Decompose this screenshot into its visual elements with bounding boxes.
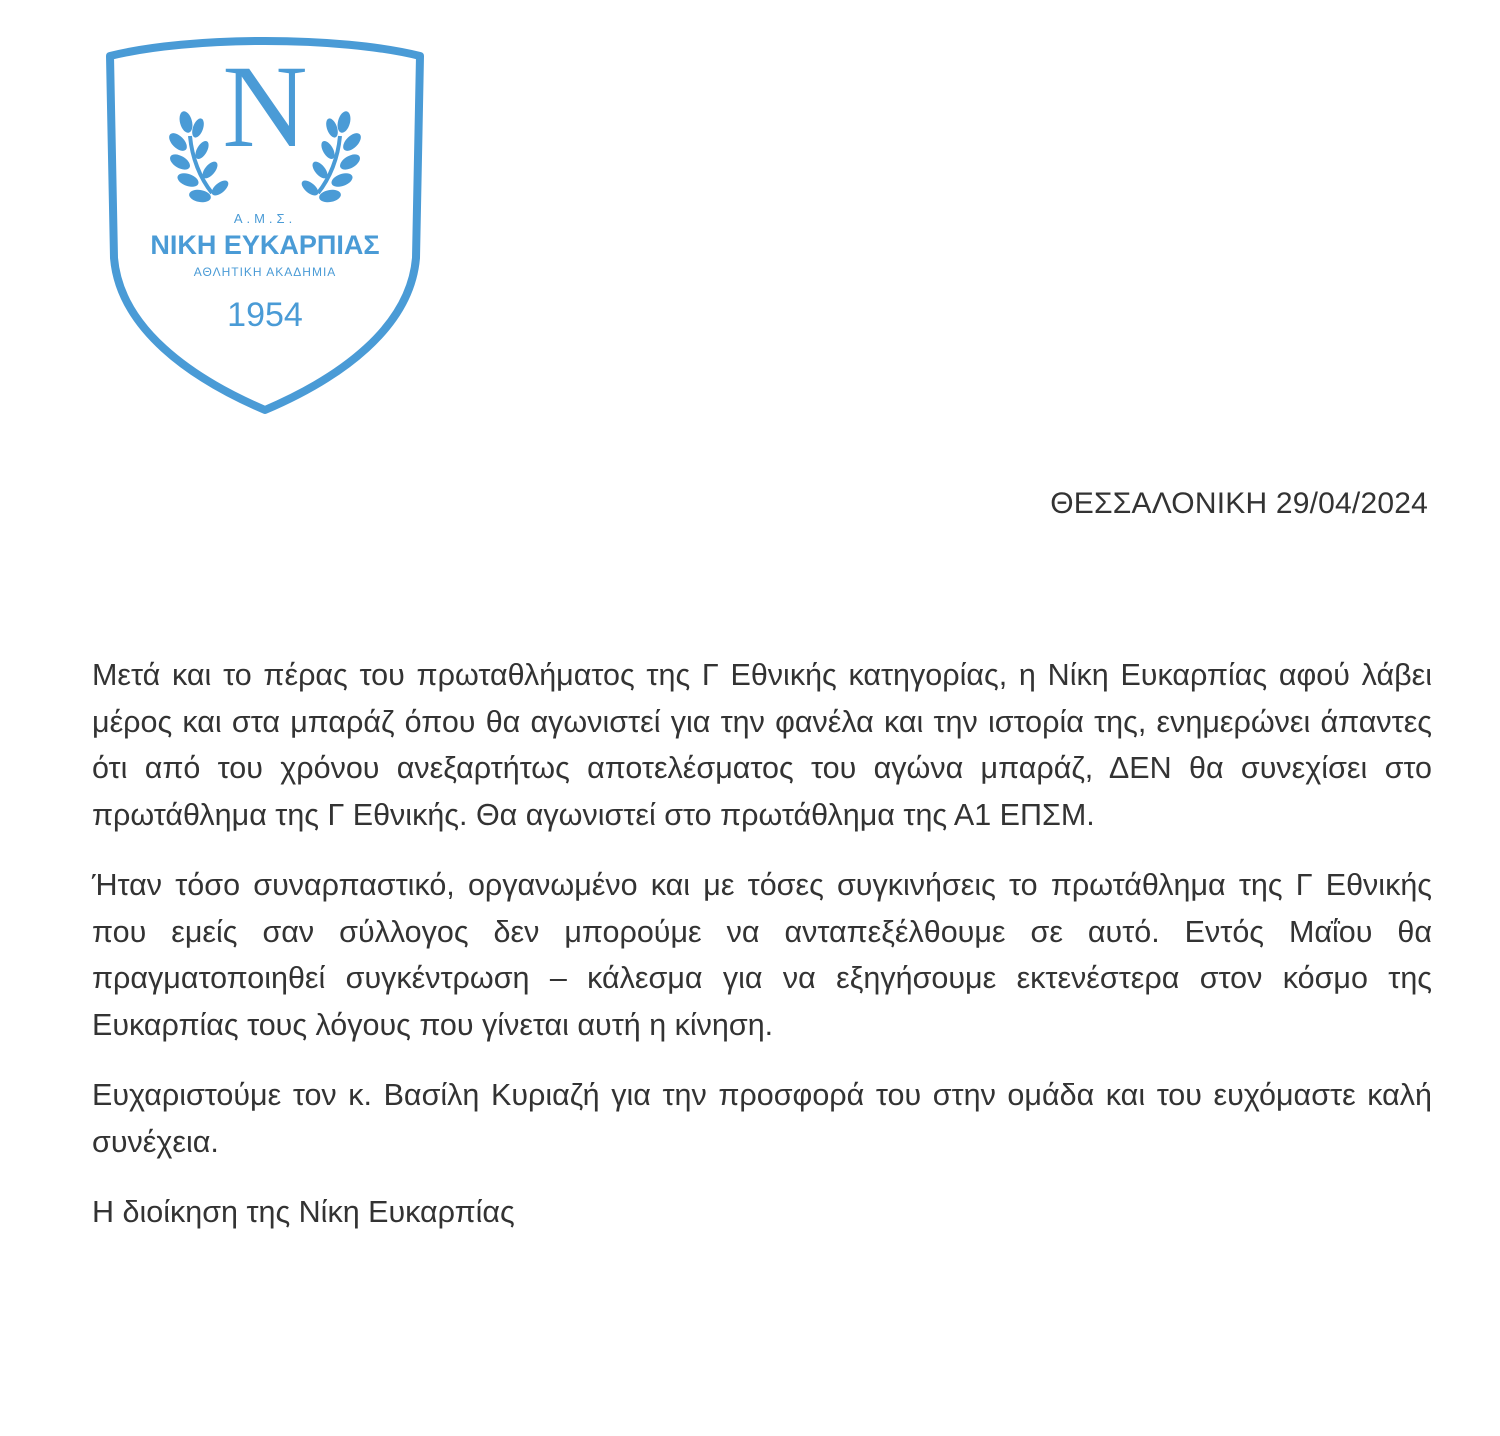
letter-body xyxy=(92,652,1432,1260)
crest-letter: N xyxy=(222,41,308,172)
place-date: ΘΕΣΣΑΛΟΝΙΚΗ 29/04/2024 xyxy=(1050,487,1428,520)
paragraph-2: Ήταν τόσο συναρπαστικό, οργανωμένο και με τόσες συγκινήσεις το πρωτάθλημα της Γ Εθνικής που εμείς σαν σύλλογος δεν μπορούμε να ανταπεξέλθουμε σε αυτό. Εντός Μαΐου θα πραγματοποιηθεί συγκέντρωση – κάλεσμα για να εξηγήσουμε εκτενέστερα στον κόσμο της Ευκαρπίας τους λόγους που γίνεται αυτή η κίνηση. xyxy=(92,868,1432,1042)
crest-club-name: ΝΙΚΗ ΕΥΚΑΡΠΙΑΣ xyxy=(150,230,380,260)
paragraph-3: Ευχαριστούμε τον κ. Βασίλη Κυριαζή για την προσφορά του στην ομάδα και του ευχόμαστε καλή συνέχεια. xyxy=(92,1078,1432,1159)
crest-year: 1954 xyxy=(227,296,303,334)
signature: Η διοίκηση της Νίκη Ευκαρπίας xyxy=(92,1195,515,1229)
paragraph-1: Μετά και το πέρας του πρωταθλήματος της Γ Εθνικής κατηγορίας, η Νίκη Ευκαρπίας αφού λάβει μέρος και στα μπαράζ όπου θα αγωνιστεί για την φανέλα και την ιστορία της, ενημερώνει άπαντες ότι από του χρόνου ανεξαρτήτως αποτελέσματος του αγώνα μπαράζ, ΔΕΝ θα συνεχίσει στο πρωτάθλημα της Γ Εθνικής. Θα αγωνιστεί στο πρωτάθλημα της Α1 ΕΠΣΜ. xyxy=(92,658,1432,832)
shield-icon xyxy=(100,18,430,418)
club-crest xyxy=(100,18,430,418)
crest-subtitle: ΑΘΛΗΤΙΚΗ ΑΚΑΔΗΜΙΑ xyxy=(193,265,337,279)
crest-small-caps: Α.Μ.Σ. xyxy=(233,211,297,226)
